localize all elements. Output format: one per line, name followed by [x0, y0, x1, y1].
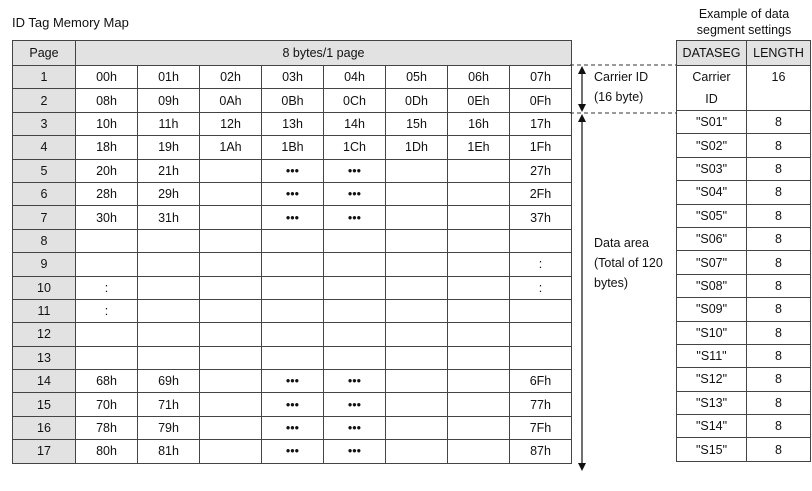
byte-address-cell: 31h	[138, 206, 200, 229]
byte-address-cell: •••	[262, 159, 324, 182]
byte-address-cell: :	[76, 299, 138, 322]
data-area-annotation-line3: bytes)	[594, 276, 629, 290]
byte-address-cell: 29h	[138, 182, 200, 205]
page-number-cell: 3	[13, 112, 76, 135]
dataseg-column-header: DATASEG	[677, 41, 747, 66]
byte-address-cell: :	[510, 253, 572, 276]
dataseg-cell: "S12"	[677, 368, 747, 391]
page-number-cell: 5	[13, 159, 76, 182]
byte-address-cell: •••	[262, 440, 324, 463]
byte-address-cell: 06h	[448, 66, 510, 89]
byte-address-cell: 16h	[448, 112, 510, 135]
byte-address-cell: 87h	[510, 440, 572, 463]
length-cell: 8	[747, 344, 811, 367]
length-cell: 8	[747, 298, 811, 321]
length-cell: 8	[747, 321, 811, 344]
byte-address-cell: 27h	[510, 159, 572, 182]
page-number-cell: 17	[13, 440, 76, 463]
byte-address-cell: •••	[324, 416, 386, 439]
byte-address-cell: •••	[324, 370, 386, 393]
dataseg-cell: "S11"	[677, 344, 747, 367]
byte-address-cell: 2Fh	[510, 182, 572, 205]
dataseg-cell: "S07"	[677, 251, 747, 274]
byte-address-cell: :	[510, 276, 572, 299]
byte-address-cell: 13h	[262, 112, 324, 135]
byte-address-cell: 0Fh	[510, 89, 572, 112]
dataseg-cell: "S06"	[677, 227, 747, 250]
dataseg-cell: "S15"	[677, 438, 747, 461]
byte-address-cell: 05h	[386, 66, 448, 89]
segment-settings-title-line2: segment settings	[696, 23, 792, 37]
byte-address-cell: 10h	[76, 112, 138, 135]
length-cell: 8	[747, 157, 811, 180]
length-cell: 8	[747, 181, 811, 204]
byte-address-cell: 1Fh	[510, 136, 572, 159]
page-number-cell: 4	[13, 136, 76, 159]
byte-address-cell: 04h	[324, 66, 386, 89]
page-number-cell: 13	[13, 346, 76, 369]
byte-address-cell: 7Fh	[510, 416, 572, 439]
length-cell: 8	[747, 368, 811, 391]
byte-address-cell: 1Ah	[200, 136, 262, 159]
byte-address-cell: 12h	[200, 112, 262, 135]
byte-address-cell: 1Ch	[324, 136, 386, 159]
data-area-annotation	[594, 233, 663, 293]
dataseg-cell: "S05"	[677, 204, 747, 227]
byte-address-cell: 11h	[138, 112, 200, 135]
byte-address-cell: 78h	[76, 416, 138, 439]
byte-address-cell: 01h	[138, 66, 200, 89]
byte-address-cell: 20h	[76, 159, 138, 182]
byte-address-cell: •••	[262, 393, 324, 416]
byte-address-cell: 37h	[510, 206, 572, 229]
dataseg-cell: "S04"	[677, 181, 747, 204]
byte-address-cell: 21h	[138, 159, 200, 182]
length-cell: 8	[747, 391, 811, 414]
byte-address-cell: 0Ah	[200, 89, 262, 112]
byte-address-cell: •••	[324, 206, 386, 229]
byte-address-cell: 1Bh	[262, 136, 324, 159]
carrier-arrow-down-icon	[578, 104, 586, 112]
page-number-cell: 14	[13, 370, 76, 393]
dataseg-cell: "S10"	[677, 321, 747, 344]
page-number-cell: 1	[13, 66, 76, 89]
length-cell: 8	[747, 251, 811, 274]
dataseg-cell: "S08"	[677, 274, 747, 297]
page-number-cell: 2	[13, 89, 76, 112]
carrier-arrow-up-icon	[578, 66, 586, 74]
byte-address-cell: 1Eh	[448, 136, 510, 159]
byte-address-cell: 30h	[76, 206, 138, 229]
dataseg-cell: "S03"	[677, 157, 747, 180]
page-number-cell: 15	[13, 393, 76, 416]
byte-address-cell: •••	[262, 370, 324, 393]
page-number-cell: 12	[13, 323, 76, 346]
byte-address-cell: 71h	[138, 393, 200, 416]
length-cell: 8	[747, 438, 811, 461]
byte-address-cell: •••	[324, 440, 386, 463]
byte-address-cell: •••	[324, 393, 386, 416]
byte-address-cell: •••	[262, 416, 324, 439]
length-column-header: LENGTH	[747, 41, 811, 66]
byte-address-cell: 6Fh	[510, 370, 572, 393]
byte-address-cell: 14h	[324, 112, 386, 135]
segment-settings-title-line1: Example of data	[698, 7, 790, 21]
length-cell: 8	[747, 134, 811, 157]
byte-address-cell: •••	[324, 182, 386, 205]
byte-address-cell: 09h	[138, 89, 200, 112]
carrier-segment-line2: ID	[705, 92, 718, 106]
carrier-annotation-line1: Carrier ID	[594, 70, 649, 84]
dataseg-cell: "S02"	[677, 134, 747, 157]
byte-address-cell: 00h	[76, 66, 138, 89]
length-cell: 8	[747, 274, 811, 297]
byte-address-cell: 0Eh	[448, 89, 510, 112]
page-number-cell: 8	[13, 229, 76, 252]
data-area-arrow-down-icon	[578, 463, 586, 471]
byte-address-cell: 17h	[510, 112, 572, 135]
data-area-arrow-up-icon	[578, 114, 586, 122]
byte-address-cell: 80h	[76, 440, 138, 463]
carrier-id-length: 16	[747, 66, 811, 111]
dataseg-cell: "S14"	[677, 415, 747, 438]
page-number-cell: 9	[13, 253, 76, 276]
carrier-annotation-line2: (16 byte)	[594, 90, 644, 104]
length-cell: 8	[747, 227, 811, 250]
bytes-per-page-header: 8 bytes/1 page	[76, 41, 572, 66]
data-area-annotation-line1: Data area	[594, 236, 649, 250]
byte-address-cell: •••	[262, 182, 324, 205]
byte-address-cell: 69h	[138, 370, 200, 393]
page-number-cell: 6	[13, 182, 76, 205]
carrier-id-annotation	[594, 67, 648, 107]
byte-address-cell: 1Dh	[386, 136, 448, 159]
dataseg-cell: "S01"	[677, 111, 747, 134]
byte-address-cell: 0Dh	[386, 89, 448, 112]
byte-address-cell: •••	[324, 159, 386, 182]
byte-address-cell: 07h	[510, 66, 572, 89]
byte-address-cell: 70h	[76, 393, 138, 416]
carrier-segment-line1: Carrier	[692, 70, 731, 84]
byte-address-cell: 77h	[510, 393, 572, 416]
length-cell: 8	[747, 415, 811, 438]
byte-address-cell: 02h	[200, 66, 262, 89]
diagram-title: ID Tag Memory Map	[12, 15, 129, 30]
page-number-cell: 7	[13, 206, 76, 229]
byte-address-cell: 03h	[262, 66, 324, 89]
byte-address-cell: 19h	[138, 136, 200, 159]
page-number-cell: 10	[13, 276, 76, 299]
byte-address-cell: 81h	[138, 440, 200, 463]
byte-address-cell: 68h	[76, 370, 138, 393]
length-cell: 8	[747, 111, 811, 134]
byte-address-cell: :	[76, 276, 138, 299]
dataseg-cell: "S09"	[677, 298, 747, 321]
page-number-cell: 11	[13, 299, 76, 322]
byte-address-cell: 0Bh	[262, 89, 324, 112]
byte-address-cell: •••	[262, 206, 324, 229]
page-column-header: Page	[13, 41, 76, 66]
byte-address-cell: 08h	[76, 89, 138, 112]
byte-address-cell: 18h	[76, 136, 138, 159]
byte-address-cell: 0Ch	[324, 89, 386, 112]
dataseg-cell: "S13"	[677, 391, 747, 414]
byte-address-cell: 28h	[76, 182, 138, 205]
length-cell: 8	[747, 204, 811, 227]
byte-address-cell: 15h	[386, 112, 448, 135]
page-number-cell: 16	[13, 416, 76, 439]
data-area-annotation-line2: (Total of 120	[594, 256, 663, 270]
byte-address-cell: 79h	[138, 416, 200, 439]
